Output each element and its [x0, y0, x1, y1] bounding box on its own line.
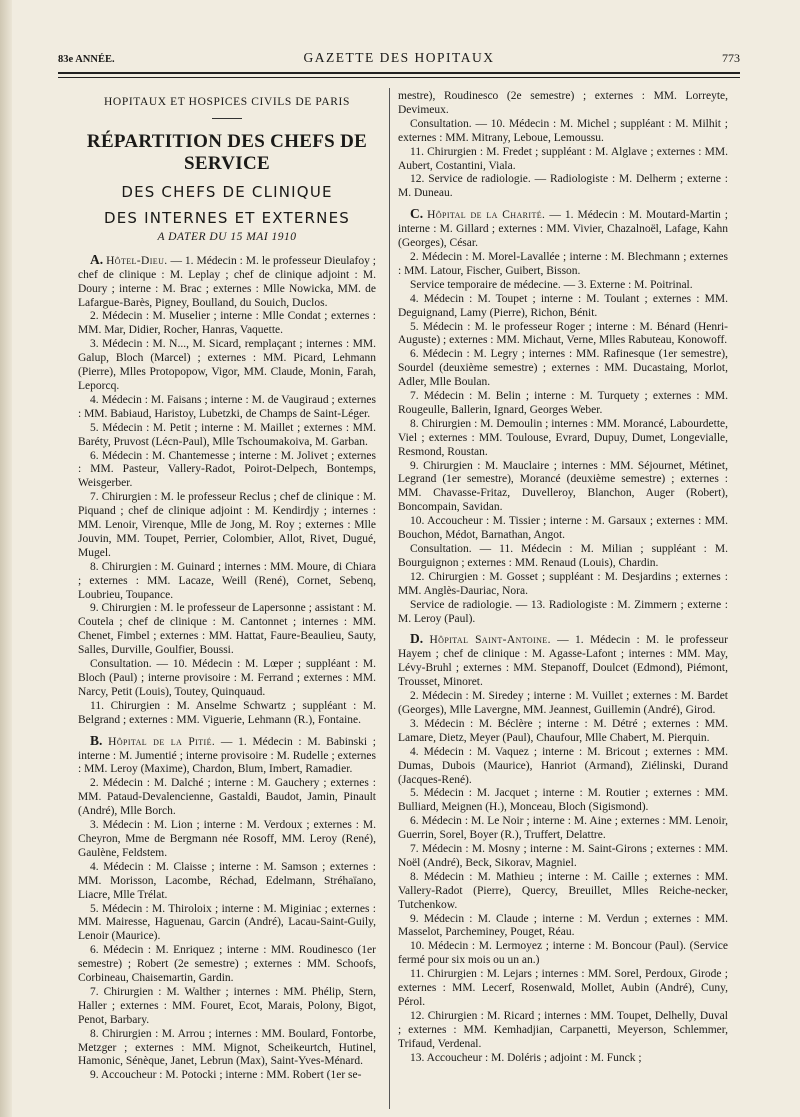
issue-year: 83e ANNÉE. — [58, 54, 115, 65]
heading-dash — [212, 118, 242, 119]
hospital-name: Hôtel-Dieu. — [106, 254, 168, 267]
entry-text: — 1. Médecin : M. le professeur Hayem ; chef de clinique : M. Agasse-Lafont ; internes : MM. May, Lévy-Bruhl ; externes : MM. Stepanoff, Doulcet (Edmond), Piémont, Trousset, Minoret. — [398, 634, 729, 689]
header-rule-thin — [58, 77, 740, 78]
article-subtitle-1: DES CHEFS DE CLINIQUE — [121, 182, 333, 201]
service-entry: 8. Chirurgien : M. Arrou ; internes : MM. Boulard, Fontorbe, Metzger ; externes : MM. Mignot, Scheikeurtch, Hutinel, Hamonic, Sénèque, Janet, Lebrun (Max), Saint-Yves-Ménard. — [78, 1027, 376, 1068]
running-header — [58, 50, 740, 70]
service-entry: 11. Chirurgien : M. Fredet ; suppléant : M. Alglave ; externes : MM. Aubert, Costantini, Viala. — [398, 145, 728, 172]
service-entry: 7. Médecin : M. Belin ; interne : M. Turquety ; externes : MM. Rougeulle, Ballerin, Ignard, Georges Weber. — [398, 390, 728, 416]
service-entry: 12. Chirurgien : M. Ricard ; internes : MM. Toupet, Delhelly, Duval ; externes : MM. Kemhadjian, Carpanetti, Meyerson, Schlemmer, Trifaud, Verdenal. — [398, 1009, 728, 1050]
hospital-name: Hôpital de la Charité. — [427, 209, 546, 222]
service-entry: 5. Médecin : M. Jacquet ; interne : M. Routier ; externes : MM. Bulliard, Meignen (H.), Monceau, Bloch (Sigismond). — [398, 787, 728, 814]
service-entry: 2. Médecin : M. Siredey ; interne : M. Vuillet ; externes : M. Bardet (Georges), Mlle Lavergne, MM. Jeannest, Guillemin (André), Girod. — [398, 690, 728, 716]
service-entry: 9. Médecin : M. Claude ; interne : M. Verdun ; externes : MM. Masselot, Parcheminey, Pouget, Réau. — [398, 912, 728, 939]
service-entry: 12. Service de radiologie. — Radiologiste : M. Delherm ; externe : M. Duneau. — [398, 173, 728, 200]
service-entry: 6. Médecin : M. Le Noir ; interne : M. Aine ; externes : MM. Lenoir, Guerrin, Sorel, Boyer (R.), Truffert, Delattre. — [398, 815, 728, 842]
section-letter: A. — [90, 251, 104, 267]
section-letter: C. — [410, 206, 424, 222]
service-entry: 8. Chirurgien : M. Demoulin ; internes : MM. Morancé, Labourdette, Viel ; externes : MM. Toulouse, Evrard, Dupuy, Dumet, Longevialle, Resmond, Roustan. — [398, 417, 728, 458]
service-entry: 5. Médecin : M. Petit ; interne : M. Maillet ; externes : MM. Baréty, Pruvost (Lécn-Paul), Mlle Tschoumakoiva, M. Garban. — [78, 421, 376, 448]
service-entry: 13. Accoucheur : M. Doléris ; adjoint : M. Funck ; — [410, 1051, 642, 1064]
service-entry: Service temporaire de médecine. — 3. Externe : M. Poitrinal. — [410, 278, 693, 291]
hospital-entry — [398, 207, 728, 251]
article-date: A DATER DU 15 MAI 1910 — [157, 230, 297, 243]
service-entry: 9. Accoucheur : M. Potocki ; interne : MM. Robert (1er se- — [90, 1069, 362, 1082]
hospital-entry — [78, 253, 376, 311]
service-entry: 4. Médecin : M. Toupet ; interne : M. Toulant ; externes : MM. Deguignand, Lamy (Pierre), Richon, Bénit. — [398, 292, 728, 319]
service-entry: 3. Médecin : M. Béclère ; interne : M. Détré ; externes : MM. Lamare, Dietz, Meyer (Paul), Chaufour, Mlle Chabert, M. Pierquin. — [398, 717, 728, 744]
entry-text: — 1. Médecin : M. Moutard-Martin ; interne : M. Gillard ; externes : MM. Vivier, Chazalnoël, Lafage, Kahn (Georges), César. — [398, 209, 728, 250]
section-letter: D. — [410, 631, 424, 647]
service-entry: 5. Médecin : M. Thiroloix ; interne : M. Miginiac ; externes : MM. Mairesse, Haguenau, Garcin (André), Lacau-Saint-Guily, Lenoir (Maurice). — [78, 902, 376, 943]
service-entry: 7. Chirurgien : M. Walther ; internes : MM. Phélip, Stern, Haller ; externes : MM. Fouret, Ecot, Marais, Polony, Bigot, Penot, Barbary. — [78, 985, 376, 1026]
journal-title: GAZETTE DES HOPITAUX — [303, 50, 495, 65]
hospital-entry — [398, 632, 728, 690]
hospital-name: Hôpital de la Pitié. — [108, 735, 216, 748]
service-entry: 7. Médecin : M. Mosny ; interne : M. Saint-Girons ; externes : MM. Noël (André), Beck, Sikorav, Magniel. — [398, 843, 728, 869]
service-entry: 10. Accoucheur : M. Tissier ; interne : M. Garsaux ; externes : MM. Bouchon, Médot, Barnathan, Angot. — [398, 515, 728, 542]
service-entry: 12. Chirurgien : M. Gosset ; suppléant : M. Desjardins ; externes : MM. Anglès-Dauriac, Nora. — [398, 570, 728, 597]
service-entry: 6. Médecin : M. Enriquez ; interne : MM. Roudinesco (1er semestre) ; Robert (2e semestre) ; externes : MM. Schoofs, Corbineau, Chaisemartin, Gardin. — [78, 944, 376, 985]
article-title: RÉPARTITION DES CHEFS DE SERVICE — [86, 130, 368, 174]
page-number: 773 — [722, 51, 740, 65]
hospital-entry — [78, 734, 376, 778]
header-rule-thick — [58, 72, 740, 74]
service-entry: 11. Chirurgien : M. Anselme Schwartz ; suppléant : M. Belgrand ; externes : MM. Viguerie, Lehmann (R.), Fontaine. — [78, 699, 376, 726]
entry-text: — 1. Médecin : M. Babinski ; interne : M. Jumentié ; interne provisoire : M. Rudelle ; externes : MM. Leroy (Maxime), Chardon, Blum, Imbert, Ramadier. — [78, 735, 377, 776]
left-column — [78, 90, 376, 1083]
article-subtitle-2: DES INTERNES ET EXTERNES — [104, 208, 350, 227]
hospital-name: Hôpital Saint-Antoine. — [429, 634, 551, 647]
column-divider — [389, 88, 390, 1109]
entry-text: — 1. Médecin : M. le professeur Dieulafoy ; chef de clinique : M. Leplay ; chef de clinique adjoint : M. Doury ; interne : M. Brac ; externes : Mlle Nowicka, MM. de Lafargue-Barès, Pigney, Boulland, du Souich, Duclos. — [78, 254, 376, 309]
service-entry: 5. Médecin : M. le professeur Roger ; interne : M. Bénard (Henri-Auguste) ; externes : MM. Michaut, Verne, Mlles Rabuteau, Konowoff. — [398, 320, 728, 347]
right-column — [398, 90, 728, 1066]
service-entry: Consultation. — 11. Médecin : M. Milian ; suppléant : M. Bourguignon ; externes : MM. Renaud (Louis), Chardin. — [398, 543, 728, 569]
service-entry: 2. Médecin : M. Morel-Lavallée ; interne : M. Blechmann ; externes : MM. Latour, Fischer, Guibert, Bisson. — [398, 250, 728, 277]
service-entry: 8. Médecin : M. Mathieu ; interne : M. Caille ; externes : MM. Vallery-Radot (Pierre), Quercy, Breuillet, Mlles Reiche-necker, Tutchenkow. — [398, 870, 728, 911]
section-letter: B. — [90, 732, 103, 748]
service-entry: Consultation. — 10. Médecin : M. Lœper ; suppléant : M. Bloch (Paul) ; interne provisoire : M. Ferrand ; externes : MM. Narcy, Petit (Louis), Toutey, Quinquaud. — [78, 658, 376, 698]
service-entry: 9. Chirurgien : M. Mauclaire ; internes : MM. Séjournet, Métinet, Legrand (1er semestre), Morancé (deuxième semestre) ; externes : MM. Chavasse-Fritaz, Duvelleroy, Blanchon, Auger (Robert), Boncompain, Savidan. — [398, 459, 728, 514]
service-entry: 4. Médecin : M. Faisans ; interne : M. de Vaugiraud ; externes : MM. Babiaud, Haristoy, Lubetzki, de Champs de Saint-Léger. — [78, 393, 376, 420]
page-edge — [0, 0, 12, 1117]
service-entry: 4. Médecin : M. Claisse ; interne : M. Samson ; externes : MM. Morisson, Lacombe, Réchad, Edelmann, Stréhaïano, Liacre, Mlle Trélat. — [78, 860, 376, 901]
service-entry: mestre), Roudinesco (2e semestre) ; externes : MM. Lorreyte, Devimeux. — [398, 90, 728, 116]
service-entry: 11. Chirurgien : M. Lejars ; internes : MM. Sorel, Perdoux, Girode ; externes : MM. Lecerf, Rosenwald, Mollet, Aubin (André), Cuny, Pérol. — [398, 968, 728, 1008]
service-entry: 7. Chirurgien : M. le professeur Reclus ; chef de clinique : M. Piquand ; chef de clinique adjoint : M. Kendirdjy ; internes : MM. Lenoir, Virenque, Mlle de Jong, M. Roy ; externes : Mlle Jouvin, MM. Toupet, Perrier, Colombier, Allot, Rivet, Dugué, Mugel. — [78, 491, 376, 559]
service-entry: 2. Médecin : M. Muselier ; interne : Mlle Condat ; externes : MM. Mar, Didier, Rocher, Hanras, Vaquette. — [78, 310, 376, 337]
section-heading: HOPITAUX ET HOSPICES CIVILS DE PARIS — [104, 96, 350, 108]
service-entry: 8. Chirurgien : M. Guinard ; internes : MM. Moure, di Chiara ; externes : MM. Lacaze, Weill (René), Cornet, Sebenq, Loubrieu, Toupance. — [78, 560, 376, 601]
service-entry: 9. Chirurgien : M. le professeur de Lapersonne ; assistant : M. Coutela ; chef de clinique : M. Cantonnet ; internes : MM. Chenet, Fimbel ; externes : MM. Hattat, Faure-Beaulieu, Sauty, Salles, Durville, Goulfier, Boussi. — [78, 602, 376, 657]
service-entry: Service de radiologie. — 13. Radiologiste : M. Zimmern ; externe : M. Leroy (Paul). — [398, 598, 728, 625]
service-entry: 10. Médecin : M. Lermoyez ; interne : M. Boncour (Paul). (Service fermé pour six mois ou un an.) — [398, 940, 728, 967]
service-entry: 3. Médecin : M. N..., M. Sicard, remplaçant ; internes : MM. Galup, Bloch (Marcel) ; externes : MM. Picard, Lehmann (Pierre), Mlles Protopopow, Vigor, MM. Claude, Monin, Farah, Leporcq. — [78, 338, 376, 392]
service-entry: 3. Médecin : M. Lion ; interne : M. Verdoux ; externes : M. Cheyron, Mme de Bergmann née Rosoff, MM. Leroy (René), Gaulène, Feldstem. — [78, 819, 376, 859]
service-entry: 6. Médecin : M. Legry ; internes : MM. Rafinesque (1er semestre), Sourdel (deuxième semestre) ; externes : MM. Ducastaing, Morlot, Adler, Mlle Boulan. — [398, 348, 728, 389]
service-entry: Consultation. — 10. Médecin : M. Michel ; suppléant : M. Milhit ; externes : MM. Mitrany, Leboue, Lemoussu. — [398, 117, 728, 144]
service-entry: 4. Médecin : M. Vaquez ; interne : M. Bricout ; externes : MM. Dumas, Dubois (Maurice), Hanriot (Armand), Ziélinski, Durand (Jacques-René). — [398, 745, 728, 786]
service-entry: 2. Médecin : M. Dalché ; interne : M. Gauchery ; externes : MM. Pataud-Devalencienne, Gastaldi, Baudot, Jamin, Pinault (André), Mlle Borch. — [78, 777, 376, 818]
service-entry: 6. Médecin : M. Chantemesse ; interne : M. Jolivet ; externes : MM. Pasteur, Vallery-Radot, Poirot-Delpech, Bontemps, Weisgerber. — [78, 449, 376, 490]
